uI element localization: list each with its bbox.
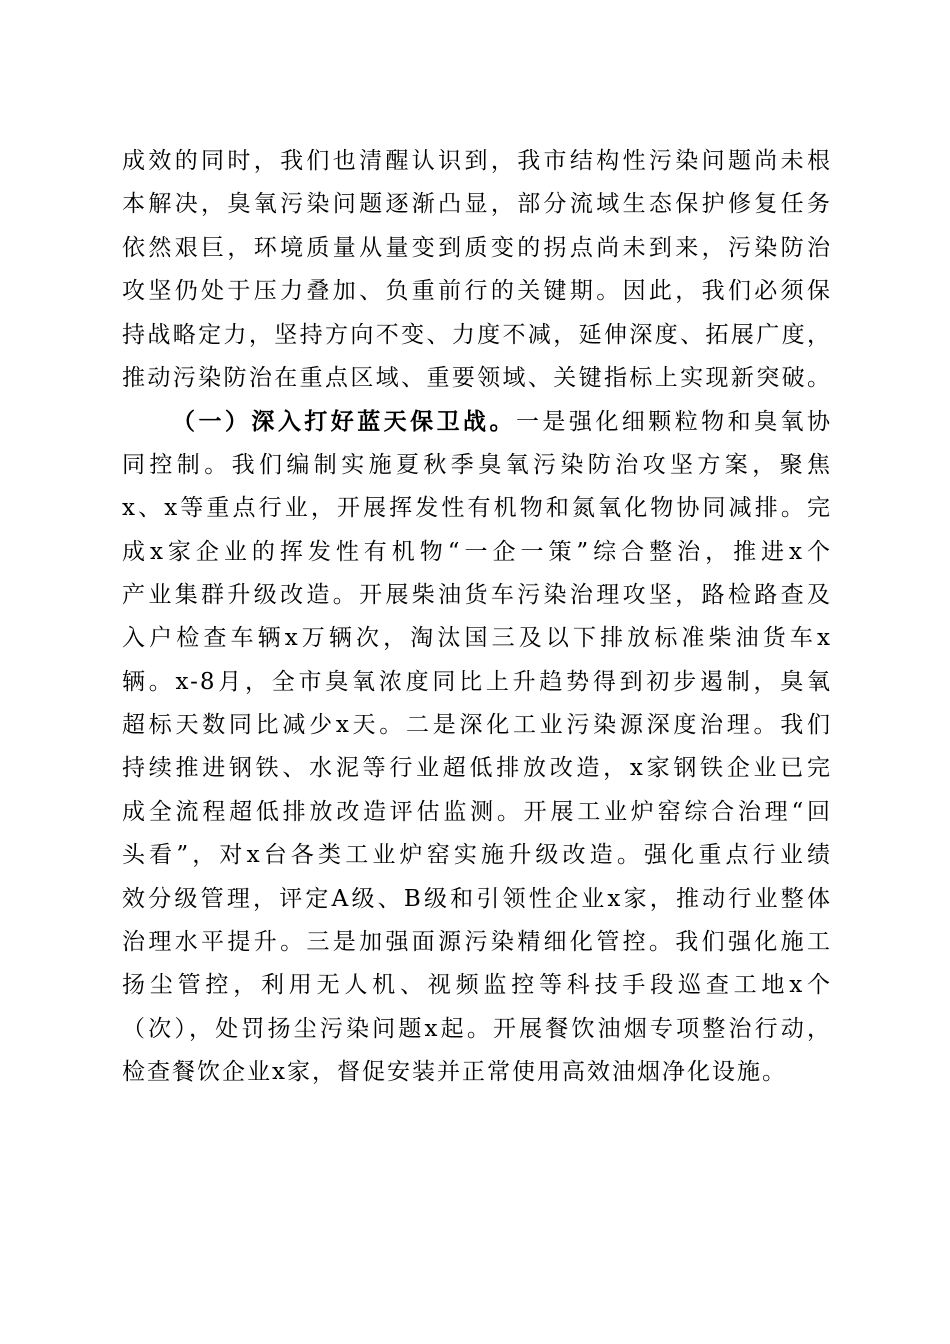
paragraph-line: 成效的同时，我们也清醒认识到，我市结构性污染问题尚未根	[122, 148, 832, 174]
paragraph-line: 成全流程超低排放改造评估监测。开展工业炉窑综合治理“回	[122, 798, 832, 825]
paragraph-line: 产业集群升级改造。开展柴油货车污染治理攻坚，路检路查及	[122, 581, 832, 608]
section-heading: （一）深入打好蓝天保卫战。	[172, 408, 516, 436]
paragraph-line: 治理水平提升。三是加强面源污染精细化管控。我们强化施工	[122, 929, 832, 956]
paragraph-line: 成x家企业的挥发性有机物“一企一策”综合整治，推进x个	[122, 538, 832, 565]
section-first-line	[122, 400, 832, 443]
document-body	[122, 140, 832, 1095]
paragraph-line: 入户检查车辆x万辆次，淘汰国三及以下排放标准柴油货车x	[122, 625, 832, 652]
paragraph-line: x、x等重点行业，开展挥发性有机物和氮氧化物协同减排。完	[122, 495, 832, 522]
paragraph-last-line: 检查餐饮企业x家，督促安装并正常使用高效油烟净化设施。	[122, 1059, 787, 1086]
paragraph-line: 超标天数同比减少x天。二是深化工业污染源深度治理。我们	[122, 712, 832, 739]
paragraph-line: 同控制。我们编制实施夏秋季臭氧污染防治攻坚方案，聚焦	[122, 451, 832, 478]
paragraph-line: 效分级管理，评定A级、B级和引领性企业x家，推动行业整体	[122, 885, 832, 912]
paragraph-line: 辆。x-8月，全市臭氧浓度同比上升趋势得到初步遏制，臭氧	[122, 668, 832, 695]
paragraph-line: 攻坚仍处于压力叠加、负重前行的关键期。因此，我们必须保	[122, 278, 832, 305]
paragraph-line: 推动污染防治在重点区域、重要领域、关键指标上实现新突破。	[122, 364, 832, 391]
paragraph-line: 持续推进钢铁、水泥等行业超低排放改造，x家钢铁企业已完	[122, 755, 832, 782]
paragraph-line: 持战略定力，坚持方向不变、力度不减，延伸深度、拓展广度，	[122, 321, 832, 348]
paragraph-line: 头看”，对x台各类工业炉窑实施升级改造。强化重点行业绩	[122, 842, 832, 869]
paragraph-line: 依然艰巨，环境质量从量变到质变的拐点尚未到来，污染防治	[122, 234, 832, 261]
section-first-line-text: 一是强化细颗粒物和臭氧协	[515, 409, 833, 436]
paragraph-line: 扬尘管控，利用无人机、视频监控等科技手段巡查工地x个	[122, 972, 832, 999]
paragraph-line: （次），处罚扬尘污染问题x起。开展餐饮油烟专项整治行动，	[122, 1015, 832, 1042]
paragraph-line: 本解决，臭氧污染问题逐渐凸显，部分流域生态保护修复任务	[122, 191, 832, 218]
